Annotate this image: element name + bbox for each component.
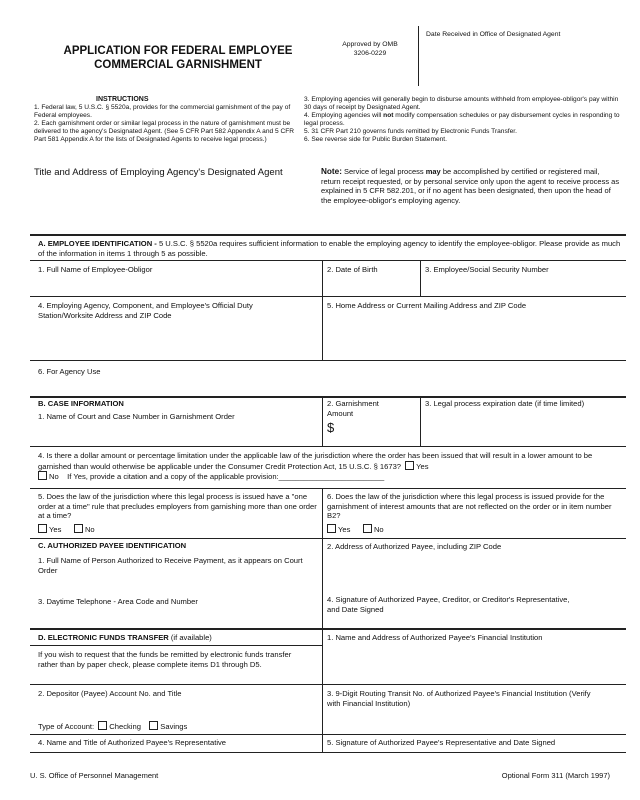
note-label: Note: bbox=[321, 167, 342, 176]
service-note: Note: Service of legal process may be accomplished by certified or registered mail, return receipt requested, or by personal service only upon the agent to receive process as explained in 5 CFR 582.201, or if no agent has been designated, then upon the head of the employee-obligor's employing agency. bbox=[321, 167, 620, 205]
footer-form-number: Optional Form 311 (March 1997) bbox=[501, 771, 610, 780]
b4-no-checkbox[interactable] bbox=[38, 471, 47, 480]
form-title-line2: COMMERCIAL GARNISHMENT bbox=[94, 59, 262, 71]
date-received-divider bbox=[418, 26, 419, 86]
payee-name-field[interactable]: 1. Full Name of Person Authorized to Receive Payment, as it appears on Court Order bbox=[38, 556, 303, 575]
eft-instructions: If you wish to request that the funds be remitted by electronic funds transfer rather than by paper check, please complete items D1 through D5. bbox=[38, 650, 292, 669]
garnishment-amount-field[interactable] bbox=[327, 399, 417, 433]
one-order-question: 5. Does the law of the jurisdiction where this legal process is issued have a "one order at a time" rule that precludes employers from garnishing more than one order at a time? bbox=[38, 492, 317, 520]
instruction-4: 4. Employing agencies will not modify compensation schedules or pay disbursement cycles in responding to legal process. bbox=[304, 112, 620, 128]
instructions-left bbox=[34, 96, 298, 145]
home-address-field[interactable]: 5. Home Address or Current Mailing Address and ZIP Code bbox=[327, 301, 527, 310]
designated-agent-title-label: Title and Address of Employing Agency's Designated Agent bbox=[34, 167, 283, 178]
representative-signature-field[interactable]: 5. Signature of Authorized Payee's Representative and Date Signed bbox=[327, 738, 556, 747]
form-title-line1: APPLICATION FOR FEDERAL EMPLOYEE bbox=[63, 45, 293, 57]
section-c-heading: C. AUTHORIZED PAYEE IDENTIFICATION bbox=[38, 541, 187, 550]
employing-agency-field[interactable]: 4. Employing Agency, Component, and Employee's Official Duty Station/Worksite Address and ZIP Code bbox=[38, 301, 253, 320]
routing-number-field[interactable]: 3. 9-Digit Routing Transit No. of Authorized Payee's Financial Institution (Verify with Financial Institution) bbox=[327, 689, 591, 708]
form-title bbox=[28, 44, 328, 72]
date-received-field[interactable] bbox=[426, 31, 626, 38]
expiration-date-field[interactable]: 3. Legal process expiration date (if time limited) bbox=[425, 399, 585, 408]
account-number-field[interactable]: 2. Depositor (Payee) Account No. and Title bbox=[38, 689, 182, 698]
section-b-heading: B. CASE INFORMATION bbox=[38, 399, 124, 408]
omb-approval-number: 3206-0229 bbox=[353, 49, 387, 57]
account-type-options: Type of Account: Checking Savings bbox=[38, 722, 188, 731]
payee-signature-field[interactable]: 4. Signature of Authorized Payee, Creditor, or Creditor's Representative, and Date Signed bbox=[327, 595, 570, 614]
savings-checkbox[interactable] bbox=[149, 721, 158, 730]
omb-approval-line1: Approved by OMB bbox=[342, 41, 398, 48]
instructions-right bbox=[304, 96, 620, 145]
court-case-number-field[interactable]: 1. Name of Court and Case Number in Garnishment Order bbox=[38, 412, 235, 421]
instruction-1: 1. Federal law, 5 U.S.C. § 5520a, provides for the commercial garnishment of the pay of Federal employees. bbox=[34, 104, 291, 120]
garnishment-amount-label: 2. Garnishment Amount bbox=[327, 399, 379, 418]
instruction-2: 2. Each garnishment order or similar legal process in the nature of garnishment must be delivered to the agency's Designated Agent. (See 5 CFR Part 582 Appendix A and 5 CFR Part 581 Appendix A for the lists of Designated Agents to receive legal process.) bbox=[34, 120, 295, 144]
date-received-label: Date Received in Office of Designated Agent bbox=[426, 31, 561, 38]
one-order-options: Yes No bbox=[36, 524, 156, 535]
b5-yes-checkbox[interactable] bbox=[38, 524, 47, 533]
omb-approval bbox=[330, 41, 410, 58]
instruction-5: 5. 31 CFR Part 210 governs funds remitted by Electronic Funds Transfer. bbox=[304, 128, 517, 136]
b6-yes-checkbox[interactable] bbox=[327, 524, 336, 533]
employee-name-field[interactable]: 1. Full Name of Employee-Obligor bbox=[38, 265, 153, 274]
b6-no-checkbox[interactable] bbox=[363, 524, 372, 533]
employee-ssn-field[interactable]: 3. Employee/Social Security Number bbox=[425, 265, 549, 274]
section-a-heading: A. EMPLOYEE IDENTIFICATION - 5 U.S.C. § 5520a requires sufficient information to enable the employing agency to identify the employee-obligor. Please provide as much of the information in items 1 through 5 as possible. bbox=[38, 239, 621, 258]
representative-name-field[interactable]: 4. Name and Title of Authorized Payee's Representative bbox=[38, 738, 227, 747]
instruction-6: 6. See reverse side for Public Burden Statement. bbox=[304, 136, 447, 144]
footer-agency: U. S. Office of Personnel Management bbox=[30, 771, 159, 780]
designated-agent-address-field[interactable] bbox=[34, 167, 324, 178]
dollar-limitation-question: 4. Is there a dollar amount or percentage limitation under the applicable law of the jurisdiction where the order has been issued that will result in a lower amount to be garnished than would otherwise be applicable under the Consumer Credit Protection Act, 15 U.S.C. § 1673? Yes bbox=[38, 451, 593, 471]
instructions-heading: INSTRUCTIONS bbox=[96, 96, 149, 103]
b4-yes-checkbox[interactable] bbox=[405, 461, 414, 470]
interest-question: 6. Does the law of the jurisdiction where this legal process is issued provide for the garnishment of interest amounts that are not reflected on the order or in item number B2? bbox=[327, 492, 612, 520]
instruction-3: 3. Employing agencies will generally begin to disburse amounts withheld from employee-obligor's pay within 30 days of receipt by Designated Agent. bbox=[304, 96, 619, 112]
b5-no-checkbox[interactable] bbox=[74, 524, 83, 533]
agency-use-field[interactable]: 6. For Agency Use bbox=[38, 367, 101, 376]
section-d-heading: D. ELECTRONIC FUNDS TRANSFER (if available) bbox=[38, 633, 212, 642]
payee-address-field[interactable]: 2. Address of Authorized Payee, including ZIP Code bbox=[327, 542, 502, 551]
financial-institution-field[interactable]: 1. Name and Address of Authorized Payee's Financial Institution bbox=[327, 633, 543, 642]
dollar-sign: $ bbox=[327, 420, 335, 435]
payee-telephone-field[interactable]: 3. Daytime Telephone - Area Code and Number bbox=[38, 597, 198, 606]
interest-options: Yes No bbox=[325, 524, 445, 535]
dollar-limitation-no: No If Yes, provide a citation and a copy of the applicable provision:_________________________ bbox=[38, 471, 622, 482]
date-of-birth-field[interactable]: 2. Date of Birth bbox=[327, 265, 378, 274]
checking-checkbox[interactable] bbox=[98, 721, 107, 730]
